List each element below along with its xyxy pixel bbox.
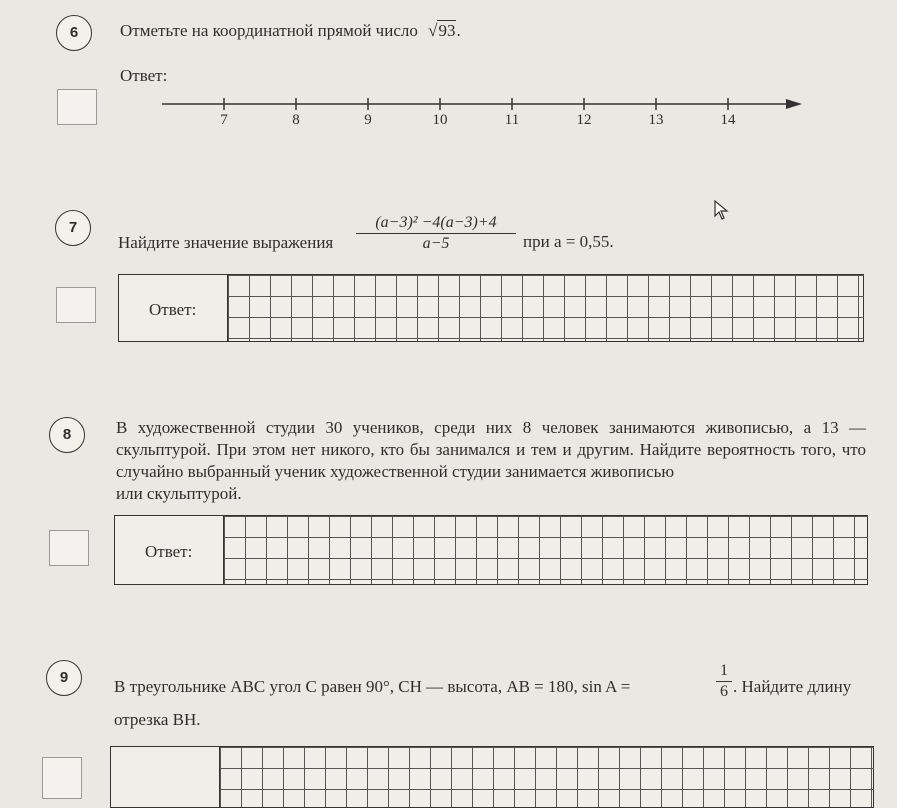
question-8-text	[116, 417, 866, 505]
check-box-9[interactable]	[42, 757, 82, 799]
tick-label-11: 11	[504, 112, 520, 128]
tick-label-14: 14	[720, 112, 736, 128]
tick-label-12: 12	[576, 112, 592, 128]
expression-fraction	[356, 214, 516, 253]
tick-label-7: 7	[220, 112, 228, 128]
question-8-body: В художественной студии 30 учеников, среди них 8 человек занимаются живописью, а 13 — скульптурой. При этом нет никого, кто бы занимался и тем и другим. Найдите вероятность того, что случайно выбранный ученик художественной студии занимается живописью	[116, 418, 866, 481]
tick-label-10: 10	[432, 112, 448, 128]
answer-label-8: Ответ:	[145, 542, 193, 561]
answer-box-7	[118, 274, 864, 342]
fraction-bar	[356, 233, 516, 234]
tick-label-8: 8	[292, 112, 300, 128]
question-9-part-b: . Найдите длину	[733, 677, 852, 696]
answer-box-8	[114, 515, 868, 585]
question-7-condition: при a = 0,55.	[523, 232, 614, 251]
question-number-7: 7	[55, 210, 91, 246]
question-9-part-c: отрезка BH.	[114, 710, 201, 729]
answer-grid-9[interactable]	[219, 747, 874, 807]
question-9-part-a: В треугольнике ABC угол C равен 90°, CH — высота, AB = 180, sin A =	[114, 677, 631, 696]
radicand: 93	[438, 21, 456, 40]
answer-grid-8[interactable]	[223, 516, 868, 584]
question-number-9: 9	[46, 660, 82, 696]
period: .	[456, 21, 461, 40]
tick-label-9: 9	[364, 112, 372, 128]
tick-label-13: 13	[648, 112, 664, 128]
question-number-6: 6	[56, 15, 92, 51]
answer-grid-7[interactable]	[227, 275, 864, 341]
sqrt-sign: √	[428, 21, 438, 40]
sin-denominator: 6	[720, 683, 728, 700]
answer-label-7: Ответ:	[149, 300, 197, 319]
question-6-text	[120, 21, 461, 41]
expression-numerator: (a−3)² −4(a−3)+4	[375, 214, 497, 231]
sin-numerator: 1	[720, 662, 728, 679]
sin-fraction-bar	[716, 681, 732, 682]
check-box-8[interactable]	[49, 530, 89, 566]
answer-box-9	[110, 746, 874, 808]
question-number-8: 8	[49, 417, 85, 453]
expression-denominator: a−5	[422, 235, 450, 252]
question-9-text	[114, 677, 630, 697]
question-7-prompt: Найдите значение выражения	[118, 233, 334, 252]
question-6-prompt: Отметьте на координатной прямой число	[120, 21, 418, 40]
check-box-7[interactable]	[56, 287, 96, 323]
sin-fraction	[716, 662, 732, 701]
question-8-last-line: или скульптурой.	[116, 484, 242, 503]
mouse-cursor-icon	[714, 200, 732, 222]
check-box-6[interactable]	[57, 89, 97, 125]
question-6-answer-label: Ответ:	[120, 66, 168, 85]
